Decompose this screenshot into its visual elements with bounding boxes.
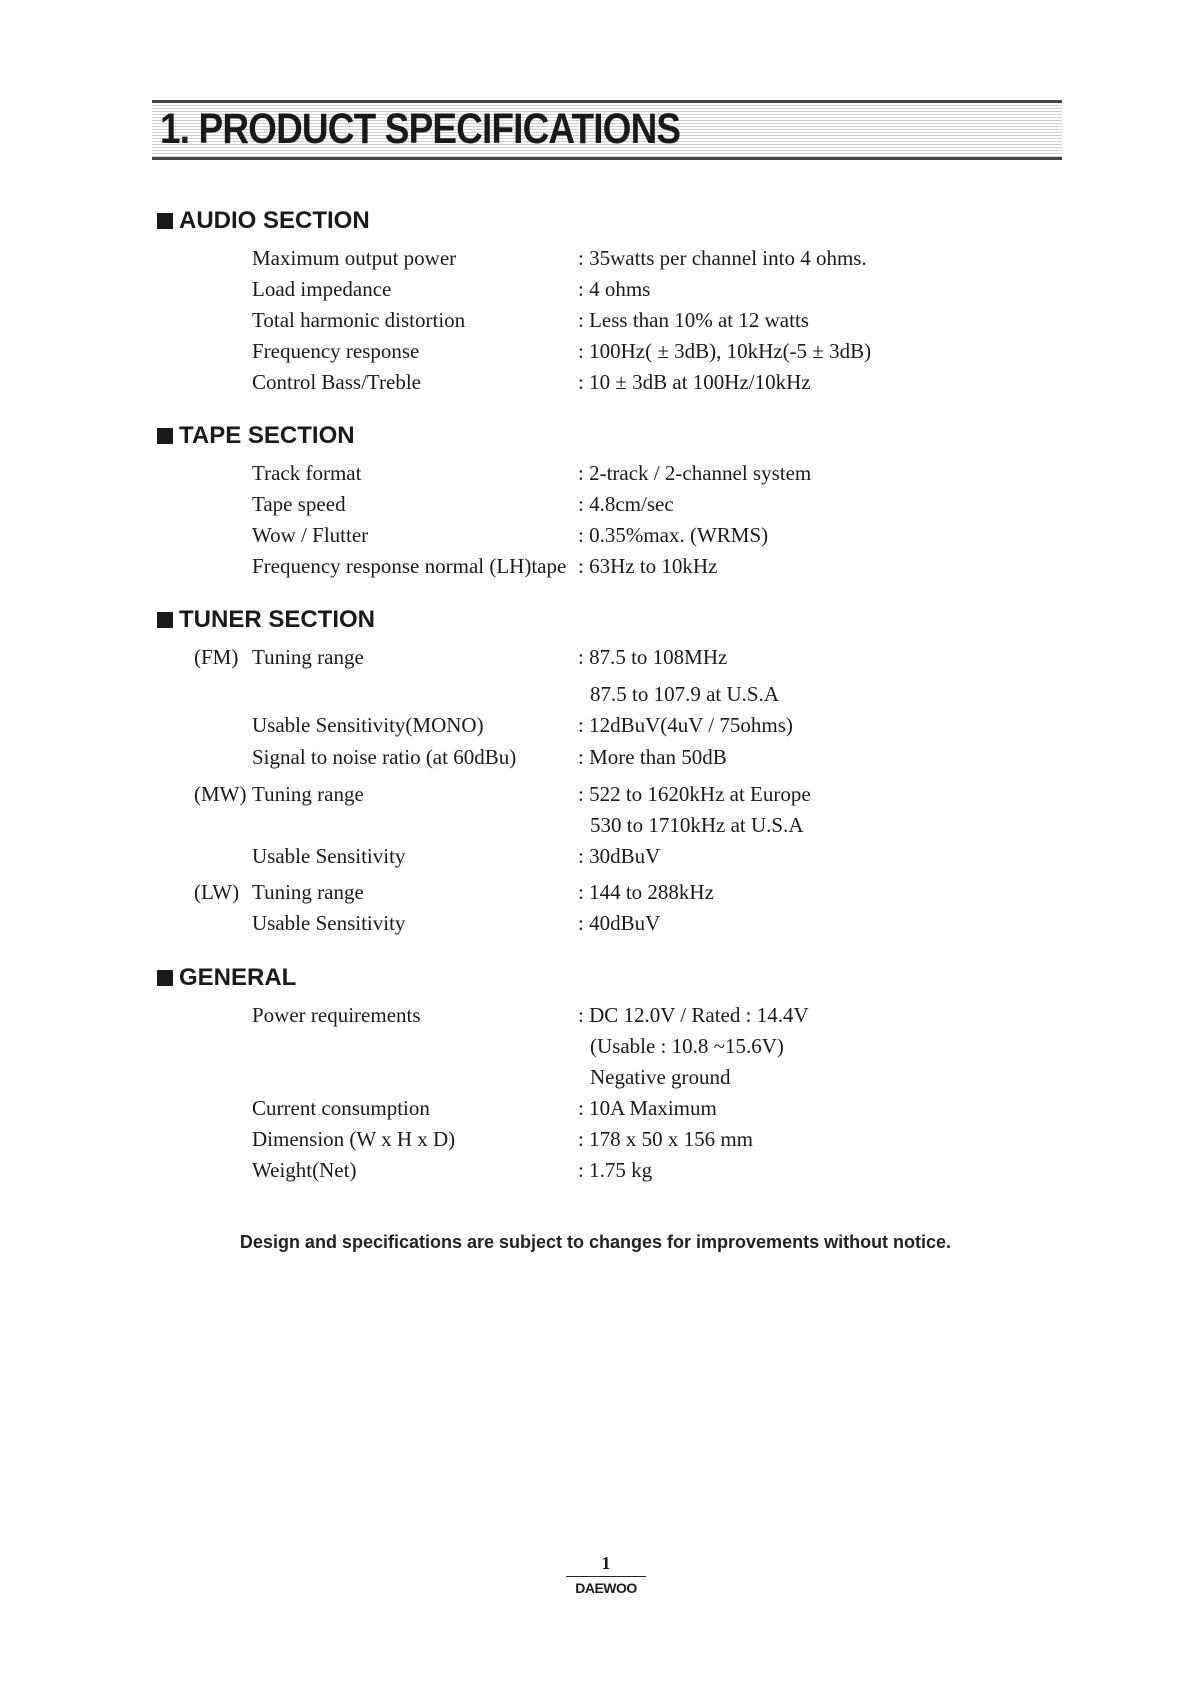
spec-value: : 30dBuV xyxy=(578,844,661,868)
spec-value: : 40dBuV xyxy=(578,911,661,935)
square-bullet-icon xyxy=(157,213,173,229)
spec-value: : 12dBuV(4uV / 75ohms) xyxy=(578,713,793,737)
spec-label: Frequency response normal (LH)tape xyxy=(252,554,567,578)
spec-value: : 0.35%max. (WRMS) xyxy=(578,523,769,547)
spec-label: Track format xyxy=(252,461,362,485)
spec-label: Tuning range xyxy=(252,782,364,806)
section-heading-tuner xyxy=(157,606,375,634)
spec-label: Signal to noise ratio (at 60dBu) xyxy=(252,745,517,769)
spec-label: Usable Sensitivity(MONO) xyxy=(252,713,484,737)
section-heading-general xyxy=(157,964,296,992)
section-heading-label: TAPE SECTION xyxy=(179,422,355,449)
spec-label: Current consumption xyxy=(252,1096,430,1120)
spec-value: : 10 ± 3dB at 100Hz/10kHz xyxy=(578,370,811,394)
section-heading-tape xyxy=(157,422,355,450)
spec-value: : 35watts per channel into 4 ohms. xyxy=(578,246,867,270)
spec-label: Usable Sensitivity xyxy=(252,844,406,868)
spec-value: : 63Hz to 10kHz xyxy=(578,554,718,578)
spec-value: : 1.75 kg xyxy=(578,1158,653,1182)
square-bullet-icon xyxy=(157,428,173,444)
spec-value: : DC 12.0V / Rated : 14.4V xyxy=(578,1003,809,1027)
section-heading-audio xyxy=(157,207,370,235)
spec-value: : 178 x 50 x 156 mm xyxy=(578,1127,754,1151)
spec-value: : Less than 10% at 12 watts xyxy=(578,308,809,332)
spec-value: : More than 50dB xyxy=(578,745,727,769)
square-bullet-icon xyxy=(157,612,173,628)
spec-value-continued: Negative ground xyxy=(590,1065,731,1089)
spec-label: Weight(Net) xyxy=(252,1158,357,1182)
spec-label: Load impedance xyxy=(252,277,392,301)
spec-value: : 10A Maximum xyxy=(578,1096,717,1120)
brand-logo: DAEWOO xyxy=(575,1580,637,1596)
title-bar xyxy=(152,100,1062,160)
page-title: 1. PRODUCT SPECIFICATIONS xyxy=(160,105,681,153)
spec-label: Frequency response xyxy=(252,339,420,363)
spec-label: Tape speed xyxy=(252,492,346,516)
section-heading-label: AUDIO SECTION xyxy=(179,207,370,234)
spec-value: : 100Hz( ± 3dB), 10kHz(-5 ± 3dB) xyxy=(578,339,872,363)
spec-value-continued: 530 to 1710kHz at U.S.A xyxy=(590,813,804,837)
spec-value-continued: (Usable : 10.8 ~15.6V) xyxy=(590,1034,784,1058)
spec-value: : 522 to 1620kHz at Europe xyxy=(578,782,811,806)
band-prefix: (FM) xyxy=(194,645,239,669)
spec-label: Control Bass/Treble xyxy=(252,370,421,394)
square-bullet-icon xyxy=(157,970,173,986)
disclaimer-notice: Design and specifications are subject to changes for improvements without notice. xyxy=(239,1232,952,1252)
band-prefix: (MW) xyxy=(194,782,247,806)
spec-value: : 4.8cm/sec xyxy=(578,492,674,516)
spec-value: : 144 to 288kHz xyxy=(578,880,714,904)
spec-value: : 4 ohms xyxy=(578,277,651,301)
page-number: 1 xyxy=(566,1553,646,1577)
spec-label: Usable Sensitivity xyxy=(252,911,406,935)
spec-value: : 87.5 to 108MHz xyxy=(578,645,728,669)
spec-value-continued: 87.5 to 107.9 at U.S.A xyxy=(590,682,779,706)
section-heading-label: TUNER SECTION xyxy=(179,606,376,633)
section-heading-label: GENERAL xyxy=(179,964,297,991)
spec-label: Dimension (W x H x D) xyxy=(252,1127,456,1151)
spec-label: Power requirements xyxy=(252,1003,421,1027)
spec-label: Tuning range xyxy=(252,880,364,904)
band-prefix: (LW) xyxy=(194,880,240,904)
spec-value: : 2-track / 2-channel system xyxy=(578,461,812,485)
spec-label: Wow / Flutter xyxy=(252,523,369,547)
spec-label: Tuning range xyxy=(252,645,364,669)
spec-label: Total harmonic distortion xyxy=(252,308,466,332)
spec-label: Maximum output power xyxy=(252,246,457,270)
